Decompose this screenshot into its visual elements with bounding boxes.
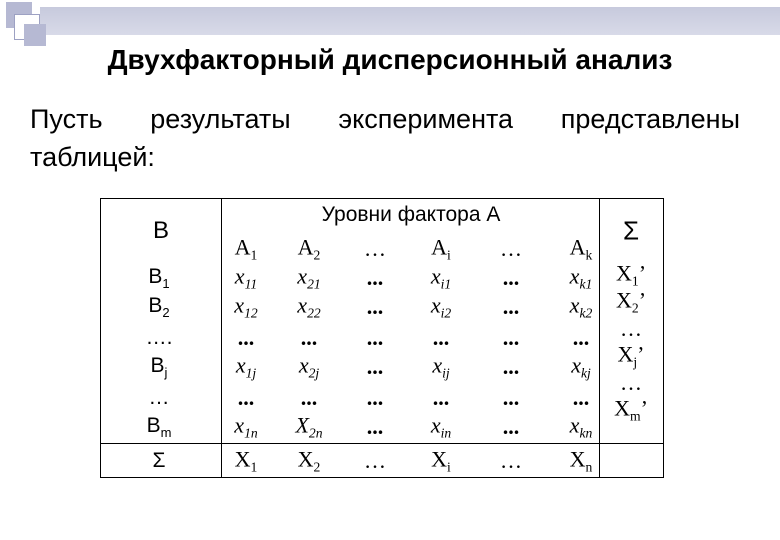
row-sum-cell-text: X (615, 260, 632, 286)
table-cell (299, 353, 319, 382)
row-sum-cell (620, 370, 642, 396)
table-cell-text: ... (572, 385, 590, 410)
total-cell-subscript: 1 (250, 459, 258, 475)
row-sum-cell-subscript: m (629, 408, 641, 424)
table-cell-subscript: 2j (308, 365, 320, 381)
table-cell (431, 264, 451, 293)
total-cell (364, 448, 386, 474)
table-cell (297, 293, 320, 322)
table-cell (297, 264, 320, 293)
table-cell (433, 385, 450, 411)
table-cell-subscript: kn (579, 425, 593, 441)
table-cell (432, 353, 449, 382)
table-cell-subscript: k1 (579, 276, 593, 292)
row-label-subscript: m (160, 424, 172, 440)
table-cell-text: ... (502, 294, 520, 319)
column-header-subscript: i (447, 247, 451, 263)
row-label (153, 449, 166, 473)
table-cell-subscript: in (440, 425, 452, 441)
table-cell (367, 325, 384, 351)
table-cell (503, 385, 520, 411)
table-cell-text: x (571, 352, 581, 378)
table-cell-text: x (297, 263, 308, 289)
table-cell (573, 385, 590, 411)
row-sum-cell-subscript: 2 (631, 300, 639, 316)
table-cell (234, 293, 257, 322)
table-cell-text: ... (300, 385, 318, 410)
row-sum-cell-text: … (620, 370, 642, 395)
table-cell-text: x (569, 263, 580, 289)
table-cell (235, 264, 257, 293)
column-header (500, 236, 522, 262)
intro-word: представлены (560, 104, 740, 134)
table-cell (238, 385, 255, 411)
table-cell-text: ... (502, 385, 520, 410)
total-cell-text: X (569, 446, 586, 472)
total-cell-subscript: i (447, 459, 451, 475)
row-label-text: … (148, 386, 170, 409)
table-cell-subscript: 21 (307, 276, 321, 292)
slide-title: Двухфакторный дисперсионный анализ (107, 44, 673, 75)
column-header-text: … (500, 236, 522, 261)
intro-word: Пусть (30, 104, 103, 134)
row-label-text: B (148, 294, 163, 318)
table-cell-subscript: 1j (245, 365, 257, 381)
row-sum-cell-prime: ’ (638, 287, 647, 313)
intro-word: эксперимента (338, 104, 514, 134)
row-label (146, 326, 173, 350)
sum-header: Σ (622, 215, 640, 246)
row-sum-cell-prime: ’ (638, 260, 647, 286)
intro-text (30, 100, 740, 176)
column-header-text: A (234, 234, 251, 260)
table-cell (367, 414, 384, 440)
column-header-text: … (364, 236, 386, 261)
table-cell (431, 413, 451, 442)
total-cell-text: … (364, 448, 386, 473)
corner-label: B (152, 217, 170, 244)
row-sum-cell (616, 288, 646, 317)
column-header (570, 235, 593, 264)
table-cell-subscript: 11 (244, 276, 258, 292)
table-cell-subscript: i2 (440, 305, 452, 321)
table-cell (431, 293, 451, 322)
table-cell-text: ... (237, 385, 255, 410)
total-cell (500, 448, 522, 474)
table-cell-text: x (234, 292, 245, 318)
table-cell-text: x (235, 352, 246, 378)
table-cell-subscript: 12 (244, 305, 258, 321)
table-cell (367, 354, 384, 380)
table-cell-text: x (569, 292, 580, 318)
table-cell-text: ... (502, 354, 520, 379)
table-cell-subscript: ij (442, 365, 450, 381)
table-cell (503, 294, 520, 320)
intro-line-1 (30, 100, 740, 138)
table-cell-text: ... (366, 294, 384, 319)
factor-header: Уровни фактора А (321, 203, 501, 226)
column-header-subscript: 2 (313, 247, 321, 263)
table-cell (433, 325, 450, 351)
total-cell-subscript: n (585, 459, 593, 475)
table-cell-text: ... (366, 385, 384, 410)
row-label (147, 414, 172, 440)
table-cell (503, 325, 520, 351)
table-cell (571, 353, 591, 382)
row-label-text: B (148, 265, 163, 289)
row-label-subscript: 2 (162, 304, 170, 320)
deco-square (24, 24, 46, 46)
total-cell-text: X (234, 446, 251, 472)
table-cell-text: ... (237, 325, 255, 350)
row-sum-cell-subscript: 1 (631, 273, 639, 289)
total-cell-text: X (297, 446, 314, 472)
table-cell-text: x (432, 352, 443, 378)
total-cell-text: … (500, 448, 522, 473)
intro-line-2: таблицей: (30, 142, 155, 172)
row-label-text: Σ (152, 449, 166, 472)
total-cell (235, 447, 258, 476)
table-cell (295, 413, 322, 442)
table-cell (301, 385, 318, 411)
table-cell-text: x (430, 292, 441, 318)
table-cell-text: ... (502, 265, 520, 290)
row-label (148, 294, 169, 320)
table-cell-text: x (430, 412, 441, 438)
table-cell (301, 325, 318, 351)
row-label-text: B (146, 414, 161, 438)
column-header (298, 235, 321, 264)
table-cell-text: x (430, 263, 441, 289)
table-cell (570, 293, 593, 322)
table-cell-text: ... (366, 325, 384, 350)
table-cell-text: x (297, 292, 308, 318)
table-cell-text: x (569, 412, 580, 438)
table-cell (503, 414, 520, 440)
row-label-text: B (150, 354, 165, 378)
table-cell (238, 325, 255, 351)
row-label (148, 265, 169, 291)
row-label (149, 386, 170, 410)
table-cell-text: ... (366, 414, 384, 439)
table-cell-subscript: k2 (579, 305, 593, 321)
row-label-subscript: j (164, 364, 168, 380)
row-sum-cell-text: X (617, 341, 634, 367)
row-sum-cell-text: X (614, 395, 630, 421)
column-header (364, 236, 386, 262)
table-cell-text: ... (366, 265, 384, 290)
row-label (151, 354, 168, 380)
table-cell-subscript: 2n (308, 425, 323, 441)
total-cell-text: X (431, 446, 448, 472)
table-cell-subscript: 22 (307, 305, 321, 321)
table-cell-text: x (234, 412, 245, 438)
table-cell-text: ... (432, 385, 450, 410)
table-cell (570, 264, 593, 293)
table-divider (599, 199, 600, 477)
data-table (100, 198, 664, 478)
total-cell (570, 447, 593, 476)
table-cell (234, 413, 257, 442)
table-divider (221, 199, 222, 477)
table-cell-subscript: kj (580, 365, 591, 381)
table-cell (503, 354, 520, 380)
row-sum-cell (620, 316, 642, 342)
total-cell (431, 447, 451, 476)
row-sum-cell-prime: ’ (637, 341, 645, 367)
row-sum-cell-text: … (620, 316, 642, 341)
table-cell-subscript: 1n (244, 425, 258, 441)
table-cell (570, 413, 593, 442)
table-cell (367, 294, 384, 320)
table-cell-text: ... (572, 325, 590, 350)
table-cell (367, 385, 384, 411)
column-header (431, 235, 451, 264)
row-sum-cell (617, 342, 644, 371)
row-sum-cell-prime: ’ (640, 395, 648, 421)
table-cell-text: ... (502, 325, 520, 350)
row-label-subscript: 1 (162, 275, 170, 291)
column-header-subscript: 1 (250, 247, 258, 263)
row-sum-cell-text: X (615, 287, 632, 313)
row-sum-cell-subscript: j (633, 354, 638, 370)
total-cell (298, 447, 321, 476)
header-bar (40, 7, 780, 35)
table-cell-text: ... (366, 354, 384, 379)
table-cell (236, 353, 256, 382)
table-cell-subscript: i1 (440, 276, 452, 292)
table-cell-text: ... (502, 414, 520, 439)
table-cell-text: x (298, 352, 309, 378)
column-header-text: A (431, 234, 448, 260)
total-cell-subscript: 2 (313, 459, 321, 475)
column-header-text: A (297, 234, 314, 260)
column-header-text: A (569, 234, 586, 260)
table-cell (573, 325, 590, 351)
table-cell-text: ... (432, 325, 450, 350)
table-cell-text: ... (300, 325, 318, 350)
table-divider (101, 443, 663, 444)
table-cell (503, 265, 520, 291)
table-cell-text: x (234, 263, 245, 289)
table-cell (367, 265, 384, 291)
row-label-text: …. (145, 326, 173, 349)
row-sum-cell (614, 396, 648, 425)
row-sum-cell (616, 261, 646, 290)
intro-word: результаты (150, 104, 291, 134)
column-header (235, 235, 258, 264)
table-cell-text: X (295, 412, 309, 438)
column-header-subscript: k (585, 247, 593, 263)
